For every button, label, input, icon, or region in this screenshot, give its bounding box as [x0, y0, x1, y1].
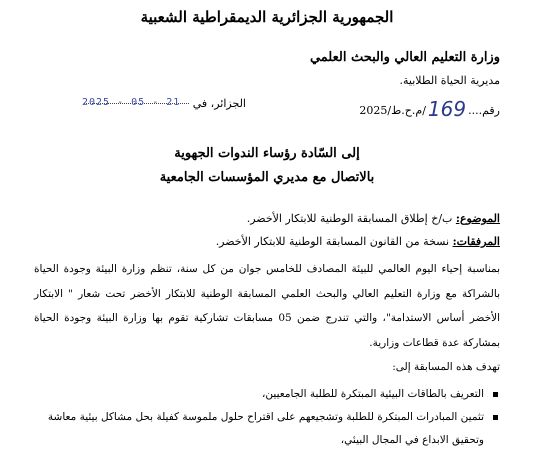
ministry-name: وزارة التعليم العالي والبحث العلمي	[309, 50, 500, 65]
goals-list	[34, 383, 500, 452]
reference-suffix: /م.ح.ط/2025	[359, 104, 426, 117]
body-text: بمناسبة إحياء اليوم العالمي للبيئة المصادف للخامس جوان من كل سنة، تنظم وزارة البيئة وجودة الحياة بالشراكة مع وزارة التعليم العالي والبحث العلمي المسابقة الوطنية للابتكار الأخضر تحت شعار " الابتكار الأخضر أساس الاستدامة"، والتي تندرج ضمن 05 مسابقات تشاركية تقوم بها وزارة البيئة وجودة الحياة بمشاركة عدة قطاعات وزارية.	[34, 263, 500, 349]
goals-intro: تهدف هذه المسابقة إلى:	[392, 361, 500, 373]
attachments-text: نسخة من القانون المسابقة الوطنية للابتكار الأخضر.	[215, 235, 453, 248]
addressee-line-2: بالاتصال مع مديري المؤسسات الجامعية	[159, 170, 375, 185]
subject-text: ب/خ إطلاق المسابقة الوطنية للابتكار الأخضر.	[246, 212, 456, 225]
reference-number: 169	[427, 97, 467, 121]
subject-line	[247, 212, 500, 225]
reference-line	[359, 95, 500, 119]
list-item-text: التعريف بالطاقات البيئية المبتكرة للطلبة الجامعيين،	[262, 388, 484, 400]
republic-title: الجمهورية الجزائرية الديمقراطية الشعبية	[140, 8, 394, 26]
attachments-line	[216, 235, 500, 248]
reference-prefix: رقم....	[468, 104, 500, 117]
subject-label: الموضوع:	[455, 212, 500, 225]
addressee-line-1: إلى السّادة رؤساء الندوات الجهوية	[174, 146, 360, 161]
bullet-square-icon	[493, 415, 498, 420]
place-label: الجزائر، في	[192, 97, 246, 110]
list-item-text: تثمين المبادرات المبتكرة للطلبة وتشجيعهم على اقتراح حلول ملموسة كفيلة بحل مشاكل بيئية معاشة وتحقيق الابداع في المجال البيئي،	[47, 411, 484, 446]
attachments-label: المرفقات:	[452, 235, 500, 248]
bullet-square-icon	[493, 392, 498, 397]
body-paragraph	[34, 257, 500, 380]
directorate-name: مديرية الحياة الطلابية.	[399, 74, 500, 87]
list-item	[34, 383, 500, 406]
stamped-date: 2025 - 05 - 21	[82, 97, 181, 108]
list-item	[34, 406, 500, 452]
